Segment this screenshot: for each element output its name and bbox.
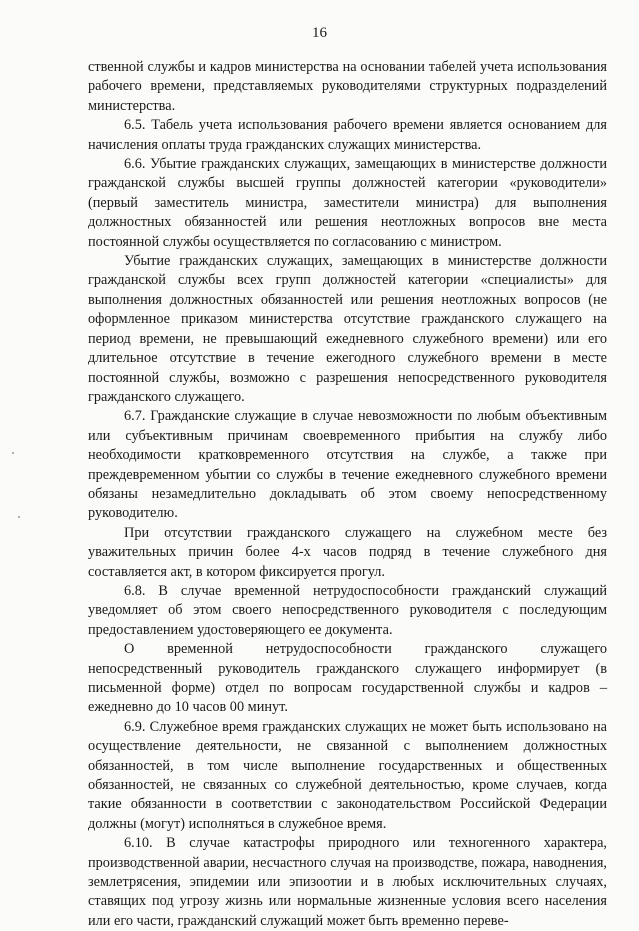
paragraph-6-5: 6.5. Табель учета использования рабочего времени является основанием для начисления оплаты труда гражданских служащих министерства. [88,117,607,153]
paragraph-6-7-absence: При отсутствии гражданского служащего на служебном месте без уважительных причин более 4-х часов подряд в течение служебного дня составляется акт, в котором фиксируется прогул. [88,524,607,580]
scan-speck [18,516,20,518]
page-number: 16 [312,25,327,41]
paragraph-6-6: 6.6. Убытие гражданских служащих, замещающих в министерстве должности гражданской службы высшей группы должностей категории «руководители» (первый заместитель министра, заместители министра) для выполнения должностных обязанностей или решения неотложных вопросов вне места постоянной службы осуществляется по согласованию с министром. [88,156,607,250]
document-body [88,58,607,931]
scan-speck [12,452,14,454]
paragraph-continuation: ственной службы и кадров министерства на основании табелей учета использования рабочего времени, представляемых руководителями структурных подразделений министерства. [88,59,607,114]
paragraph-6-7: 6.7. Гражданские служащие в случае невозможности по любым объективным или субъективным причинам своевременного прибытия на службу либо необходимости кратковременного отсутствия на службе, а также при преждевременном убытии со службы в течение ежедневного служебного времени обязаны незамедлительно докладывать об этом своему непосредственному руководителю. [88,408,607,522]
paragraph-6-6-specialists: Убытие гражданских служащих, замещающих в министерстве должности гражданской службы всех групп должностей категории «специалисты» для выполнения должностных обязанностей или решения неотложных вопросов (не оформленное приказом министерства отсутствие гражданского служащего на период времени, не превышающий ежедневного служебного времени) или его длительное отсутствие в течение ежегодного служебного времени в месте постоянной службы, возможно с разрешения непосредственного руководителя гражданского служащего. [88,253,607,405]
paragraph-6-9: 6.9. Служебное время гражданских служащих не может быть использовано на осуществление деятельности, не связанной с выполнением должностных обязанностей, в том числе выполнение государственных и общественных обязанностей, не связанных со служебной деятельностью, кроме случаев, когда такие обязанности в соответствии с законодательством Российской Федерации должны (могут) исполняться в служебное время. [88,718,607,832]
paragraph-6-8: 6.8. В случае временной нетрудоспособности гражданский служащий уведомляет об этом своего непосредственного руководителя с последующим предоставлением удостоверяющего ее документа. [88,582,607,638]
paragraph-6-8-notification: О временной нетрудоспособности гражданского служащего непосредственный руководитель гражданского служащего информирует (в письменной форме) отдел по вопросам государственной службы и кадров – ежедневно до 10 часов 00 минут. [88,641,607,716]
paragraph-6-10: 6.10. В случае катастрофы природного или техногенного характера, производственной аварии, несчастного случая на производстве, пожара, наводнения, землетрясения, эпидемии или эпизоотии и в любых исключительных случаях, ставящих под угрозу жизнь или нормальные жизненные условия всего населения или его части, гражданский служащий может быть временно переве- [88,835,607,929]
